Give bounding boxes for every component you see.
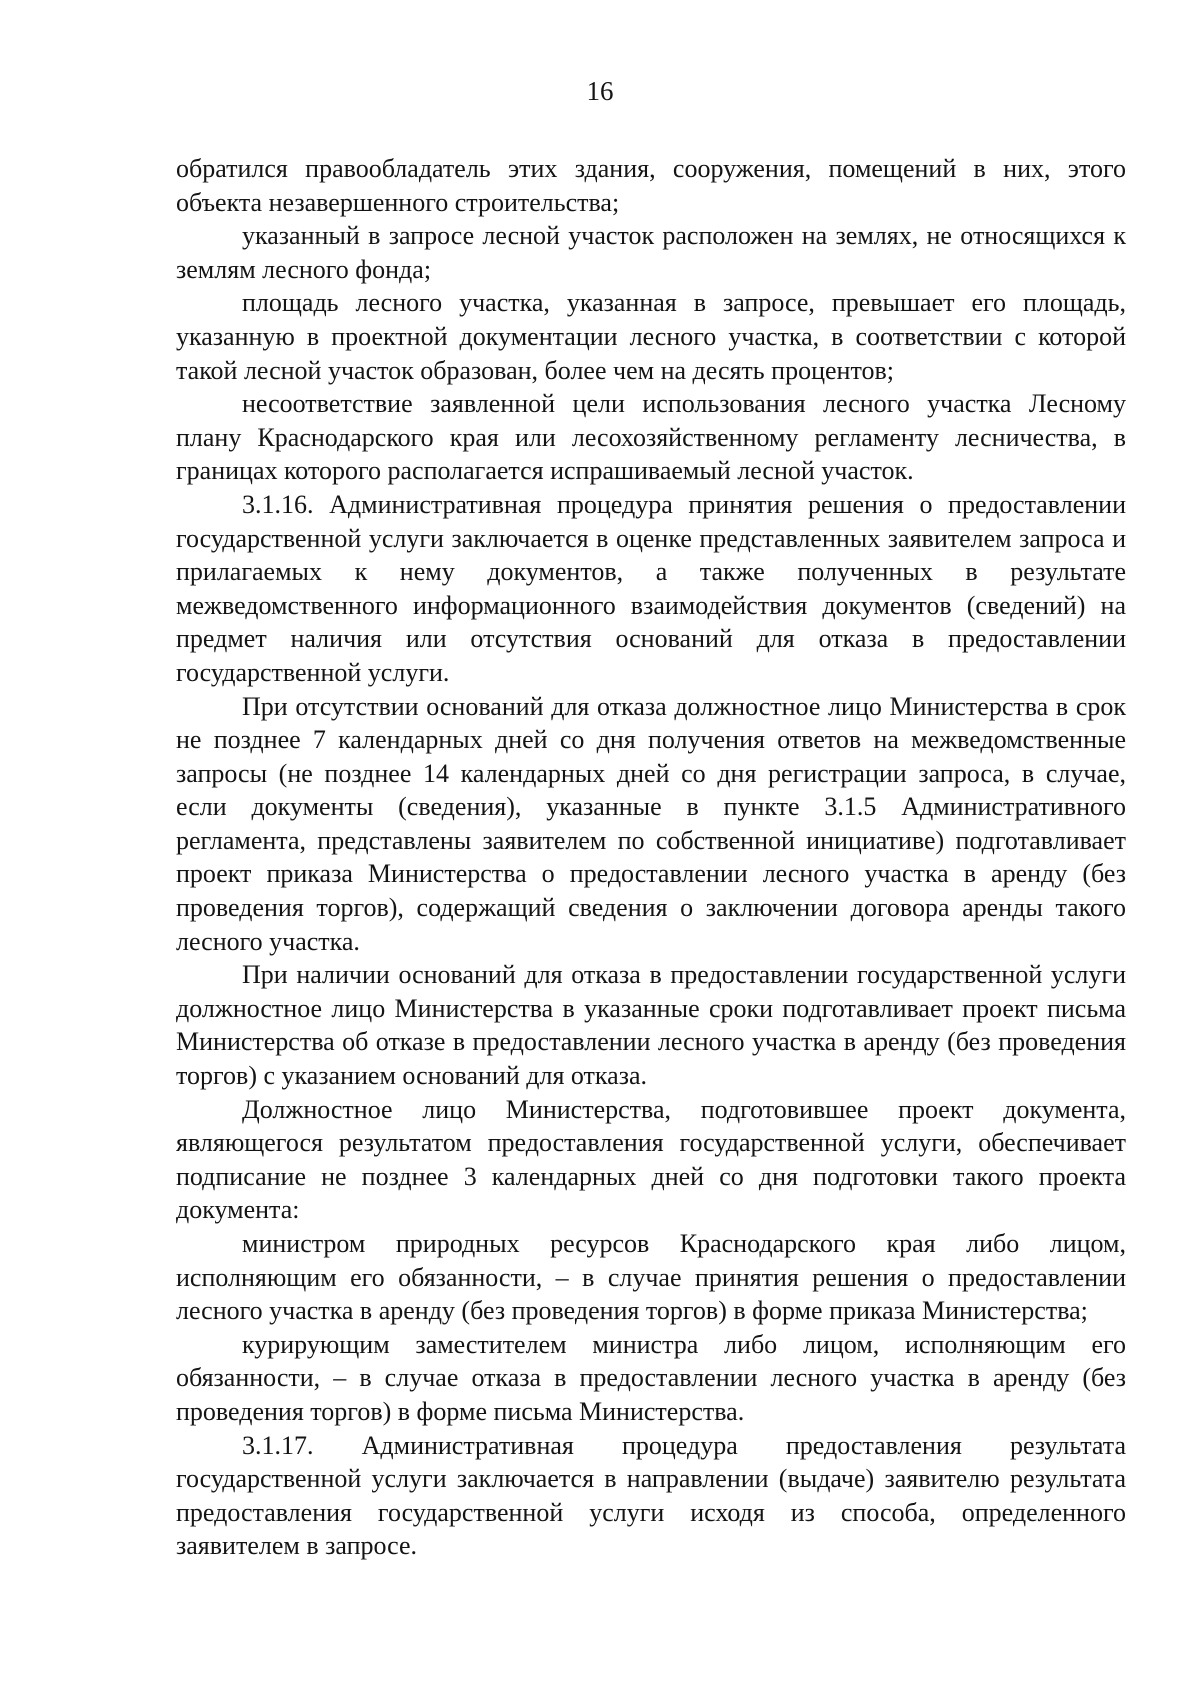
paragraph-6: При отсутствии оснований для отказа должностное лицо Министерства в срок не позднее 7 календарных дней со дня получения ответов на межведомственные запросы (не позднее 14 календарных дней со дня регистрации запроса, в случае, если документы (сведения), указанные в пункте 3.1.5 Административного регламента, представлены заявителем по собственной инициативе) подготавливает проект приказа Министерства о предоставлении лесного участка в аренду (без проведения торгов), содержащий сведения о заключении договора аренды такого лесного участка. [176,691,1126,956]
paragraph-3: площадь лесного участка, указанная в запросе, превышает его площадь, указанную в проектной документации лесного участка, в соответствии с которой такой лесной участок образован, более чем на десять процентов; [176,288,1126,385]
paragraph-9: министром природных ресурсов Краснодарского края либо лицом, исполняющим его обязанности, – в случае принятия решения о предоставлении лесного участка в аренду (без проведения торгов) в форме приказа Министерства; [176,1229,1126,1326]
paragraph-2: указанный в запросе лесной участок расположен на землях, не относящихся к землям лесного фонда; [176,221,1126,284]
paragraph-5: 3.1.16. Административная процедура принятия решения о предоставлении государственной услуги заключается в оценке представленных заявителем запроса и прилагаемых к нему документов, а также полученных в результате межведомственного информационного взаимодействия документов (сведений) на предмет наличия или отсутствия оснований для отказа в предоставлении государственной услуги. [176,489,1126,687]
paragraph-4: несоответствие заявленной цели использования лесного участка Лесному плану Краснодарского края или лесохозяйственному регламенту лесничества, в границах которого располагается испрашиваемый лесной участок. [176,389,1126,486]
paragraph-7: При наличии оснований для отказа в предоставлении государственной услуги должностное лицо Министерства в указанные сроки подготавливает проект письма Министерства об отказе в предоставлении лесного участка в аренду (без проведения торгов) с указанием оснований для отказа. [176,960,1126,1091]
paragraph-11: 3.1.17. Административная процедура предоставления результата государственной услуги заключается в направлении (выдаче) заявителю результата предоставления государственной услуги исходя из способа, определенного заявителем в запросе. [176,1430,1126,1561]
paragraph-8: Должностное лицо Министерства, подготовившее проект документа, являющегося результатом предоставления государственной услуги, обеспечивает подписание не позднее 3 календарных дней со дня подготовки такого проекта документа: [176,1094,1126,1225]
page-number: 16 [586,76,614,106]
document-body [176,152,1126,1563]
paragraph-1: обратился правообладатель этих здания, сооружения, помещений в них, этого объекта незавершенного строительства; [176,154,1126,217]
paragraph-10: курирующим заместителем министра либо лицом, исполняющим его обязанности, – в случае отказа в предоставлении лесного участка в аренду (без проведения торгов) в форме письма Министерства. [176,1329,1126,1426]
